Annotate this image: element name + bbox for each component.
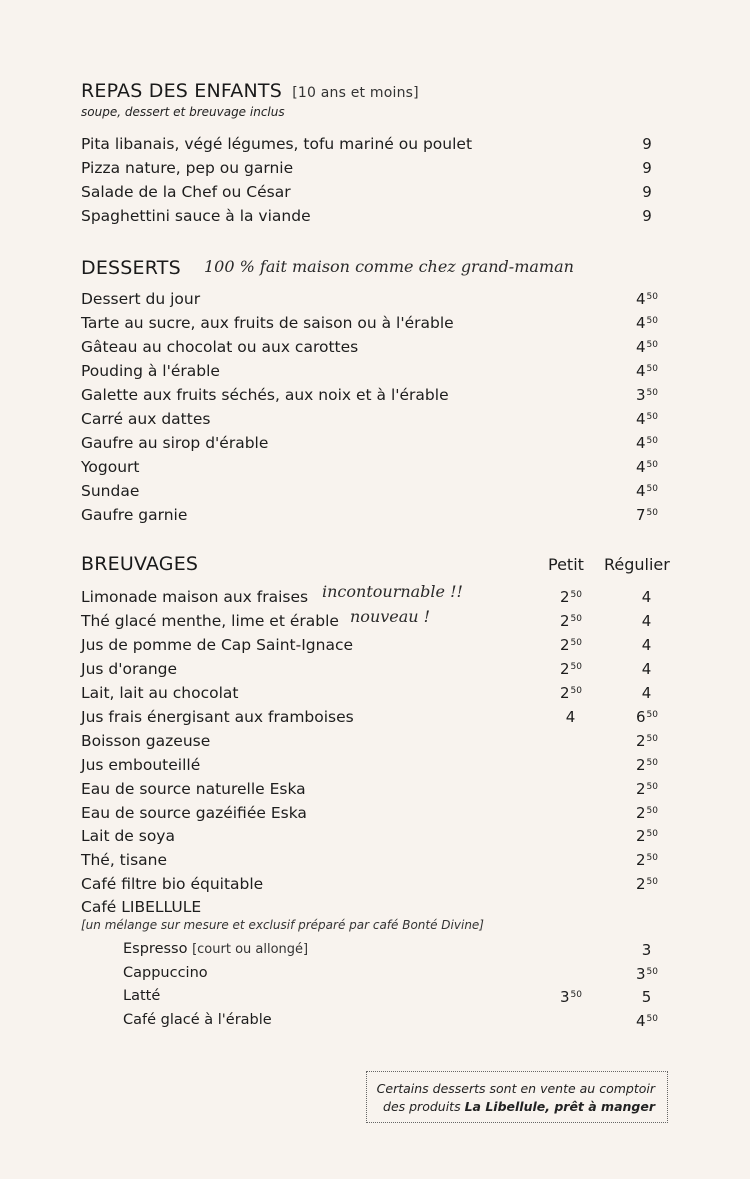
item-price: $4^{50}$ <box>636 362 658 380</box>
item-price-small: 4 <box>565 708 576 726</box>
item-price-regular: 4 <box>641 588 652 606</box>
menu-item <box>81 506 681 528</box>
item-name: Jus frais énergisant aux framboises <box>81 708 354 726</box>
item-price-regular: 4 <box>641 612 652 630</box>
menu-item <box>81 207 681 229</box>
item-price: $7^{50}$ <box>636 506 658 524</box>
note-incontournable: incontournable !! <box>322 582 463 601</box>
notice-brand: La Libellule, prêt à manger <box>464 1099 655 1114</box>
desserts-tagline: 100 % fait maison comme chez grand-maman <box>204 257 574 276</box>
notice-line-1: Certains desserts sont en vente au comptoir <box>376 1081 655 1096</box>
menu-item <box>81 290 681 312</box>
menu-item <box>81 458 681 480</box>
item-name: Dessert du jour <box>81 290 201 308</box>
item-name: Yogourt <box>81 458 140 476</box>
item-price-regular: $2^{50}$ <box>636 732 658 750</box>
item-price-regular: 4 <box>641 684 652 702</box>
item-price-small: $2^{50}$ <box>560 660 582 678</box>
col-small-header: Petit <box>548 555 584 574</box>
menu-item <box>81 338 681 360</box>
item-price-small: $2^{50}$ <box>560 588 582 606</box>
item-name: Boisson gazeuse <box>81 732 211 750</box>
cafe-title: Café LIBELLULE <box>81 898 202 916</box>
note-nouveau: nouveau ! <box>350 607 431 626</box>
menu-item <box>81 159 681 181</box>
item-name: Latté <box>123 988 161 1004</box>
item-price: $4^{50}$ <box>636 434 658 452</box>
menu-item <box>81 314 681 336</box>
menu-item <box>81 684 681 706</box>
menu-item <box>81 941 681 963</box>
menu-item <box>81 434 681 456</box>
item-price: $4^{50}$ <box>636 458 658 476</box>
menu-item <box>81 732 681 754</box>
kids-title: REPAS DES ENFANTS <box>81 80 282 102</box>
drinks-title: BREUVAGES <box>81 553 199 575</box>
menu-item <box>81 135 681 157</box>
item-price: $4^{50}$ <box>636 482 658 500</box>
menu-item <box>81 804 681 826</box>
item-price: $4^{50}$ <box>636 410 658 428</box>
item-name: Jus de pomme de Cap Saint-Ignace <box>81 636 353 654</box>
item-name: Gaufre au sirop d'érable <box>81 434 269 452</box>
item-price: $3^{50}$ <box>636 386 658 404</box>
item-price-regular: 4 <box>641 660 652 678</box>
menu-item <box>81 708 681 730</box>
item-name: Jus d'orange <box>81 660 178 678</box>
item-price-regular: $3^{50}$ <box>636 965 658 983</box>
item-name: Sundae <box>81 482 140 500</box>
item-price-regular: 4 <box>641 636 652 654</box>
item-price-regular: $2^{50}$ <box>636 780 658 798</box>
item-price-small: $2^{50}$ <box>560 612 582 630</box>
kids-age-note: [10 ans et moins] <box>292 85 419 101</box>
menu-item <box>81 851 681 873</box>
item-name: Thé glacé menthe, lime et érable <box>81 612 339 630</box>
item-price: 9 <box>642 183 652 201</box>
menu-item <box>81 875 681 897</box>
cafe-libellule-heading <box>81 898 681 920</box>
item-name: Eau de source gazéifiée Eska <box>81 804 307 822</box>
item-name: Spaghettini sauce à la viande <box>81 207 311 225</box>
item-price: $4^{50}$ <box>636 290 658 308</box>
menu-item <box>81 410 681 432</box>
item-name: Gaufre garnie <box>81 506 188 524</box>
item-price: $4^{50}$ <box>636 338 658 356</box>
item-name: Pouding à l'érable <box>81 362 220 380</box>
item-extra: [court ou allongé] <box>192 942 309 957</box>
item-price-small: $3^{50}$ <box>560 988 582 1006</box>
item-price-regular: $2^{50}$ <box>636 851 658 869</box>
kids-subtitle: soupe, dessert et breuvage inclus <box>81 105 285 119</box>
item-name: Café filtre bio équitable <box>81 875 264 893</box>
desserts-title: DESSERTS <box>81 257 181 279</box>
item-price: 9 <box>642 207 652 225</box>
item-name: Cappuccino <box>123 965 208 981</box>
menu-item <box>81 482 681 504</box>
item-name: Gâteau au chocolat ou aux carottes <box>81 338 359 356</box>
item-price-regular: $4^{50}$ <box>636 1012 658 1030</box>
item-name: Thé, tisane <box>81 851 167 869</box>
item-name: Carré aux dattes <box>81 410 211 428</box>
item-name: Jus embouteillé <box>81 756 201 774</box>
col-regular-header: Régulier <box>604 555 670 574</box>
menu-item <box>81 756 681 778</box>
item-name: Eau de source naturelle Eska <box>81 780 306 798</box>
item-price-small: $2^{50}$ <box>560 684 582 702</box>
menu-item <box>81 386 681 408</box>
item-name: Café glacé à l'érable <box>123 1012 272 1028</box>
item-name: Galette aux fruits séchés, aux noix et à l'érable <box>81 386 449 404</box>
item-name: Pizza nature, pep ou garnie <box>81 159 294 177</box>
item-name: Salade de la Chef ou César <box>81 183 291 201</box>
item-name: Lait, lait au chocolat <box>81 684 239 702</box>
item-price: 9 <box>642 159 652 177</box>
menu-item <box>81 1012 681 1034</box>
item-price-regular: $2^{50}$ <box>636 804 658 822</box>
menu-item <box>81 660 681 682</box>
item-price-small: $2^{50}$ <box>560 636 582 654</box>
menu-item <box>81 827 681 849</box>
item-name: Tarte au sucre, aux fruits de saison ou à l'érable <box>81 314 454 332</box>
cafe-note: [un mélange sur mesure et exclusif préparé par café Bonté Divine] <box>81 918 484 932</box>
item-name: Espresso [court ou allongé] <box>123 941 309 957</box>
item-price-regular: $2^{50}$ <box>636 756 658 774</box>
counter-notice-box <box>366 1071 668 1123</box>
item-name: Pita libanais, végé légumes, tofu mariné ou poulet <box>81 135 473 153</box>
item-price-regular: 3 <box>641 941 652 959</box>
notice-line-2: des produits La Libellule, prêt à manger <box>383 1099 655 1114</box>
item-price-regular: $6^{50}$ <box>636 708 658 726</box>
menu-item <box>81 362 681 384</box>
item-price: $4^{50}$ <box>636 314 658 332</box>
menu-item <box>81 183 681 205</box>
menu-item <box>81 780 681 802</box>
item-name: Lait de soya <box>81 827 175 845</box>
item-price-regular: $2^{50}$ <box>636 875 658 893</box>
kids-section-title <box>81 80 419 102</box>
item-name: Limonade maison aux fraises <box>81 588 309 606</box>
item-price-regular: 5 <box>641 988 652 1006</box>
item-price-regular: $2^{50}$ <box>636 827 658 845</box>
menu-item <box>81 965 681 987</box>
menu-item <box>81 988 681 1010</box>
item-price: 9 <box>642 135 652 153</box>
menu-item <box>81 636 681 658</box>
